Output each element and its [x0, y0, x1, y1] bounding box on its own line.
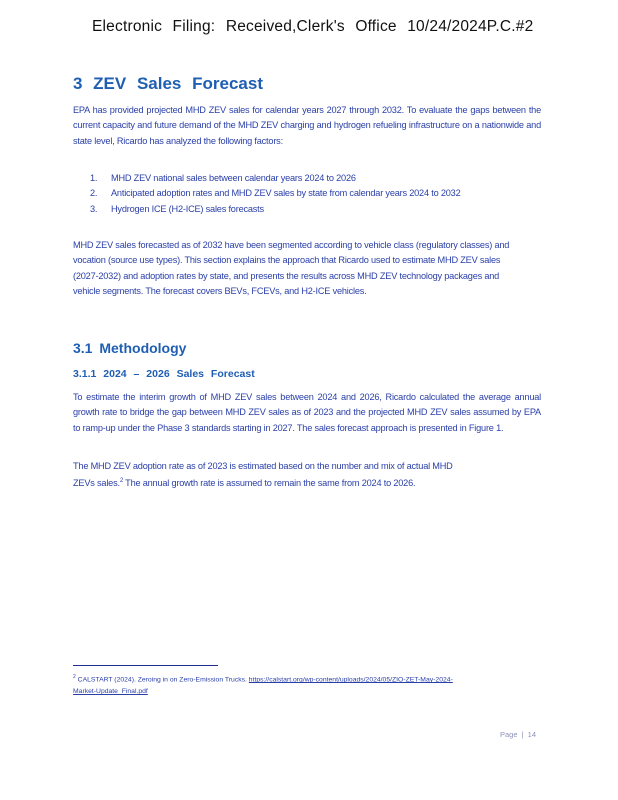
page-label: Page |	[500, 730, 524, 739]
footnote-link[interactable]: https://calstart.org/wp-content/uploads/2024/05/ZIO-ZET-May-2024-Market-Update_Final.pdf	[73, 676, 453, 696]
list-item-text: Hydrogen ICE (H2-ICE) sales forecasts	[111, 203, 264, 214]
footnote	[73, 671, 463, 698]
list-number: 1.	[90, 173, 98, 183]
subsubsection-heading: 3.1.1 2024 – 2026 Sales Forecast	[73, 368, 255, 380]
list-item	[73, 171, 541, 186]
list-number: 2.	[90, 188, 98, 199]
list-item-text: Anticipated adoption rates and MHD ZEV sales by state from calendar years 2024 to 2032	[111, 188, 461, 199]
subsection-heading: 3.1 Methodology	[73, 340, 187, 356]
adoption-text: The MHD ZEV adoption rate as of 2023 is estimated based on the number and mix of actual MHD ZEVs sales.	[73, 461, 453, 489]
methodology-paragraph: To estimate the interim growth of MHD ZEV sales between 2024 and 2026, Ricardo calculated the average annual growth rate to bridge the gap between MHD ZEV sales as of 2023 and the projected MHD ZEV sales assumed by EPA to ramp-up under the Phase 3 standards starting in 2027. The sales forecast approach is presented in Figure 1.	[73, 392, 541, 433]
page-number	[500, 730, 536, 739]
filing-stamp: Electronic Filing: Received,Clerk's Office 10/24/2024P.C.#2	[92, 18, 534, 35]
list-item	[73, 202, 541, 217]
list-number: 3.	[90, 203, 98, 214]
segmentation-paragraph: MHD ZEV sales forecasted as of 2032 have been segmented according to vehicle class (regulatory classes) and vocation (source use types). This section explains the approach that Ricardo used to estimate MHD ZEV sales (2027-2032) and adoption rates by state, and presents the results across MHD ZEV technology packages and vehicle segments. The forecast covers BEVs, FCEVs, and H2-ICE vehicles.	[73, 240, 510, 296]
intro-paragraph: EPA has provided projected MHD ZEV sales for calendar years 2027 through 2032. To evaluate the gaps between the current capacity and future demand of the MHD ZEV charging and hydrogen refueling infrastructure on a nationwide and state level, Ricardo has analyzed the following factors:	[73, 105, 541, 146]
footnote-reference[interactable]: 2	[119, 478, 123, 485]
page-number-value: 14	[527, 730, 536, 739]
section-heading: 3 ZEV Sales Forecast	[73, 74, 263, 93]
footnote-mark: 2	[73, 674, 76, 680]
adoption-paragraph	[73, 459, 463, 492]
list-item	[73, 186, 541, 201]
footnote-separator	[73, 665, 218, 666]
list-item-text: MHD ZEV national sales between calendar years 2024 to 2026	[111, 173, 356, 183]
factors-list	[73, 171, 541, 217]
adoption-text-tail: The annual growth rate is assumed to remain the same from 2024 to 2026.	[122, 478, 416, 489]
footnote-text: CALSTART (2024). Zeroing in on Zero-Emission Trucks.	[77, 676, 247, 684]
